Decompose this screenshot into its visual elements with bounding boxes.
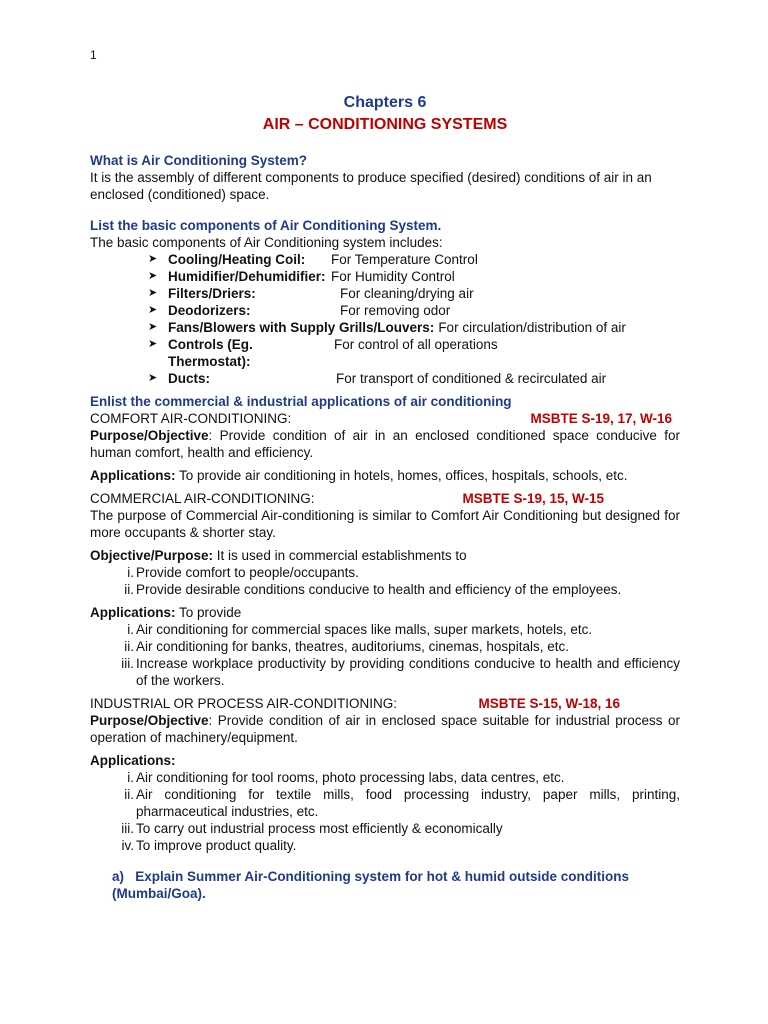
list-item: ii. Provide desirable conditions conducive to health and efficiency of the employees. xyxy=(124,582,622,597)
question-components: List the basic components of Air Conditioning System. xyxy=(90,218,442,233)
industrial-heading-row xyxy=(90,695,680,712)
commercial-heading: COMMERCIAL AIR-CONDITIONING: xyxy=(90,491,315,506)
question-applications: Enlist the commercial & industrial applications of air conditioning xyxy=(90,394,512,409)
industrial-purpose: Purpose/Objective: Provide condition of air in enclosed space suitable for industrial process or operation of machinery/equipment. xyxy=(90,713,680,745)
list-item: ➤ Cooling/Heating Coil: For Temperature Control xyxy=(148,252,478,267)
answer-what: It is the assembly of different components to produce specified (desired) conditions of air in an enclosed (conditioned) space. xyxy=(90,170,652,202)
list-item: ii. Air conditioning for textile mills, food processing industry, paper mills, printing, pharmaceutical industries, etc. xyxy=(124,787,680,819)
msbte-badge: MSBTE S-19, 17, W-16 xyxy=(530,411,672,426)
list-item: i. Provide comfort to people/occupants. xyxy=(127,565,359,580)
arrow-bullet-icon: ➤ xyxy=(148,304,158,316)
list-item: i. Air conditioning for commercial spaces like malls, super markets, hotels, etc. xyxy=(127,622,593,637)
list-item: ➤ Ducts: For transport of conditioned & recirculated air xyxy=(148,371,607,386)
list-item: ➤ Fans/Blowers with Supply Grills/Louvers: For circulation/distribution of air xyxy=(148,320,626,335)
industrial-applications-list xyxy=(90,769,680,854)
commercial-applications-list xyxy=(90,621,680,689)
chapter-title: Chapters 6 xyxy=(343,94,427,111)
comfort-purpose: Purpose/Objective: Provide condition of air in an enclosed conditioned space conducive for human comfort, health and efficiency. xyxy=(90,428,680,460)
list-item: ➤ Deodorizers: For removing odor xyxy=(148,303,451,318)
components-list xyxy=(90,251,680,387)
comfort-heading-row xyxy=(90,410,680,427)
list-item: ii. Air conditioning for banks, theatres, auditoriums, cinemas, hospitals, etc. xyxy=(124,639,569,654)
commercial-purpose: The purpose of Commercial Air-conditioning is similar to Comfort Air Conditioning but designed for more occupants & shorter stay. xyxy=(90,508,680,540)
arrow-bullet-icon: ➤ xyxy=(148,253,158,265)
page-number: 1 xyxy=(90,48,97,62)
question-what: What is Air Conditioning System? xyxy=(90,153,308,168)
arrow-bullet-icon: ➤ xyxy=(148,287,158,299)
document-body xyxy=(90,92,680,902)
commercial-objective-list xyxy=(90,564,680,598)
industrial-heading: INDUSTRIAL OR PROCESS AIR-CONDITIONING: xyxy=(90,696,398,711)
arrow-bullet-icon: ➤ xyxy=(148,338,158,350)
msbte-badge: MSBTE S-15, W-18, 16 xyxy=(478,696,620,711)
list-item: i. Air conditioning for tool rooms, photo processing labs, data centres, etc. xyxy=(127,770,565,785)
arrow-bullet-icon: ➤ xyxy=(148,270,158,282)
commercial-applications: Applications: To provide xyxy=(90,605,242,620)
list-item: ➤ Filters/Driers: For cleaning/drying air xyxy=(148,286,474,301)
components-intro: The basic components of Air Conditioning system includes: xyxy=(90,235,443,250)
industrial-applications-label: Applications: xyxy=(90,753,176,768)
commercial-heading-row xyxy=(90,490,680,507)
msbte-badge: MSBTE S-19, 15, W-15 xyxy=(462,491,604,506)
list-item: iv. To improve product quality. xyxy=(121,838,297,853)
commercial-objective: Objective/Purpose: It is used in commercial establishments to xyxy=(90,548,467,563)
arrow-bullet-icon: ➤ xyxy=(148,321,158,333)
arrow-bullet-icon: ➤ xyxy=(148,372,158,384)
list-item: ➤ Humidifier/Dehumidifier: For Humidity Control xyxy=(148,269,455,284)
list-item: iii. Increase workplace productivity by providing conditions conducive to health and efficiency of the workers. xyxy=(121,656,680,688)
list-item: ➤ Controls (Eg. Thermostat): For control of all operations xyxy=(148,337,498,369)
comfort-heading: COMFORT AIR-CONDITIONING: xyxy=(90,411,292,426)
document-title: AIR – CONDITIONING SYSTEMS xyxy=(262,116,508,133)
explain-question: a) Explain Summer Air-Conditioning system for hot & humid outside conditions (Mumbai/Goa). xyxy=(112,869,630,901)
list-item: iii. To carry out industrial process most efficiently & economically xyxy=(121,821,503,836)
comfort-applications: Applications: To provide air conditioning in hotels, homes, offices, hospitals, schools, etc. xyxy=(90,468,628,483)
